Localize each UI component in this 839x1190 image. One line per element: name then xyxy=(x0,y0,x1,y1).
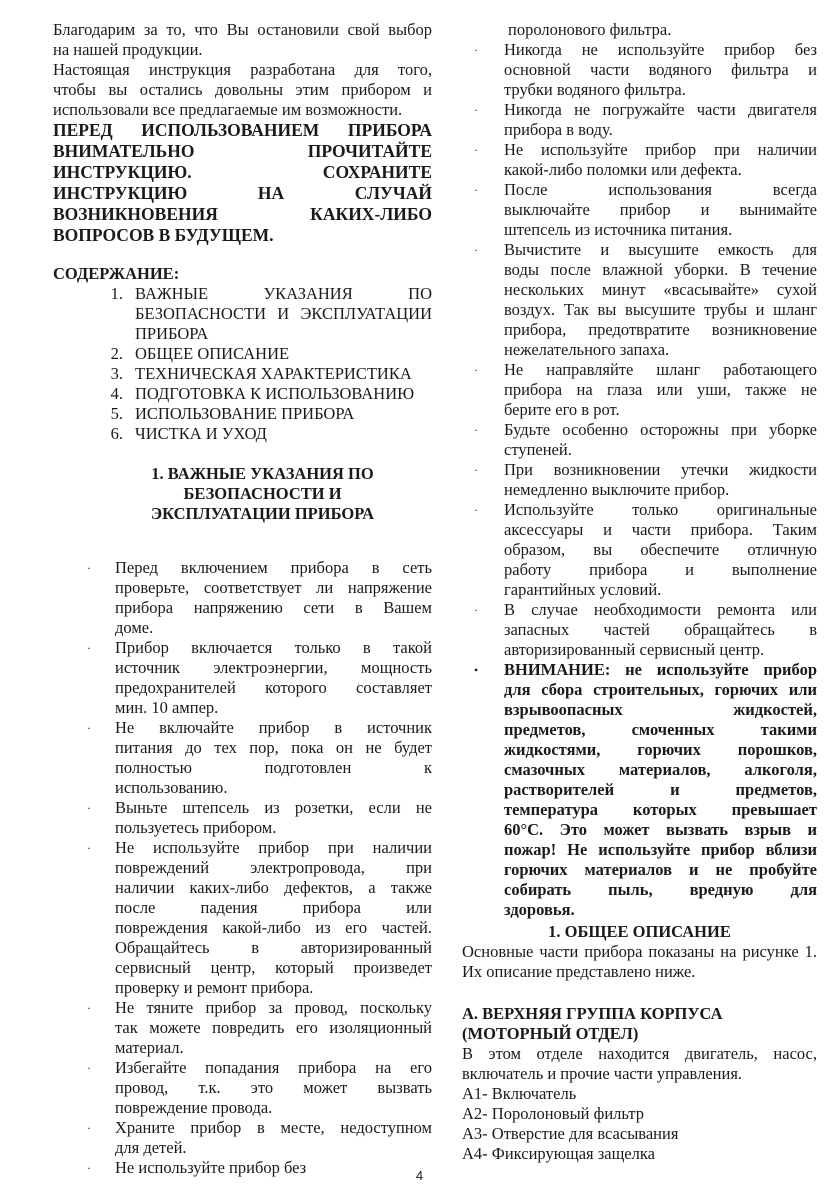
safety-bullet xyxy=(462,500,817,600)
bullet-icon: · xyxy=(474,43,478,57)
bullet-icon: · xyxy=(474,243,478,257)
bullet-line: повреждения какой-либо из его частей. xyxy=(115,918,432,937)
bullet-line: В случае необходимости ремонта или xyxy=(504,600,817,619)
safety-bullet xyxy=(53,1058,432,1118)
part-item: А2- Поролоновый фильтр xyxy=(462,1104,644,1123)
bullet-line: Обращайтесь в авторизированный xyxy=(115,938,432,957)
bullet-line: Храните прибор в месте, недоступном xyxy=(115,1118,432,1137)
toc-item xyxy=(53,404,432,424)
bullet-text xyxy=(504,140,817,180)
attention-line: предметов, смоченных такими xyxy=(504,720,817,739)
toc-line: БЕЗОПАСНОСТИ И ЭКСПЛУАТАЦИИ xyxy=(135,304,432,323)
safety-bullet xyxy=(462,420,817,460)
bullet-line: Перед включением прибора в сеть xyxy=(115,558,432,577)
intro-paragraph-1 xyxy=(53,20,432,60)
bullet-text xyxy=(115,1058,432,1118)
bullet-line: Никогда не используйте прибор без xyxy=(504,40,817,59)
bullet-line: пользуетесь прибором. xyxy=(115,818,277,837)
bullet-line: нескольких минут «всасывайте» сухой xyxy=(504,280,817,299)
toc-text: ИСПОЛЬЗОВАНИЕ ПРИБОРА xyxy=(135,404,355,423)
table-of-contents xyxy=(53,284,432,444)
bullet-line: Не направляйте шланг работающего xyxy=(504,360,817,379)
section-1-title xyxy=(53,464,432,524)
bullet-text xyxy=(115,718,432,798)
bullet-line: провод, т.к. это может вызвать xyxy=(115,1078,432,1097)
bullet-line: запасных частей обращайтесь в xyxy=(504,620,817,639)
toc-number: 2. xyxy=(110,344,123,363)
subsection-title-line: (МОТОРНЫЙ ОТДЕЛ) xyxy=(462,1024,639,1043)
bullet-line: основной части водяного фильтра и xyxy=(504,60,817,79)
safety-bullet xyxy=(53,638,432,718)
bullet-text xyxy=(115,838,432,998)
bullet-text xyxy=(504,360,817,420)
intro-paragraph-2 xyxy=(53,60,432,120)
text-line: чтобы вы остались довольны этим прибором и xyxy=(53,80,432,99)
bullet-icon: · xyxy=(474,503,478,517)
text-line: на нашей продукции. xyxy=(53,40,203,59)
bullet-text xyxy=(504,600,817,660)
bullet-line: повреждение провода. xyxy=(115,1098,273,1117)
bullet-line: какой-либо поломки или дефекта. xyxy=(504,160,742,179)
warning-line: ПЕРЕД ИСПОЛЬЗОВАНИЕМ ПРИБОРА xyxy=(53,120,432,140)
bullet-line: прибора в воду. xyxy=(504,120,613,139)
bullet-line: прибора на глаза или уши, также не xyxy=(504,380,817,399)
bullet-line: нежелательного запаха. xyxy=(504,340,670,359)
toc-item xyxy=(53,284,432,344)
bullet-line: При возникновении утечки жидкости xyxy=(504,460,817,479)
bullet-line: штепсель из источника питания. xyxy=(504,220,733,239)
attention-line: смазочных материалов, алкоголя, xyxy=(504,760,817,779)
bullet-icon: · xyxy=(87,641,91,655)
bullet-line: образом, вы обеспечите отличную xyxy=(504,540,817,559)
safety-bullet xyxy=(53,838,432,998)
bullet-line: трубки водяного фильтра. xyxy=(504,80,686,99)
safety-bullet xyxy=(462,460,817,500)
bullet-line: Прибор включается только в такой xyxy=(115,638,432,657)
bullet-icon: · xyxy=(474,363,478,377)
bullet-line: выключайте прибор и вынимайте xyxy=(504,200,817,219)
safety-bullet xyxy=(53,798,432,838)
toc-text: ЧИСТКА И УХОД xyxy=(135,424,267,443)
toc-number: 5. xyxy=(110,404,123,423)
bullet-line: наличии каких-либо дефектов, а также xyxy=(115,878,432,897)
bullet-line: использованию. xyxy=(115,778,228,797)
toc-number: 6. xyxy=(110,424,123,443)
bullet-line: берите его в рот. xyxy=(504,400,620,419)
safety-bullet xyxy=(462,180,817,240)
toc-line: ПРИБОРА xyxy=(135,324,209,343)
safety-bullet xyxy=(462,240,817,360)
bullet-text xyxy=(115,558,432,638)
warning-line: ВОПРОСОВ В БУДУЩЕМ. xyxy=(53,225,274,245)
toc-item xyxy=(53,384,432,404)
toc-line: ВАЖНЫЕ УКАЗАНИЯ ПО xyxy=(135,284,432,303)
safety-bullet xyxy=(462,360,817,420)
bullet-icon: · xyxy=(87,1001,91,1015)
parts-list xyxy=(462,1084,817,1164)
safety-bullet xyxy=(53,718,432,798)
section-title-line: 1. ВАЖНЫЕ УКАЗАНИЯ ПО xyxy=(151,464,374,483)
bullet-line: повреждений электропровода, при xyxy=(115,858,432,877)
bullet-text xyxy=(115,1118,432,1158)
toc-item xyxy=(53,344,432,364)
bullet-icon: · xyxy=(87,801,91,815)
left-column xyxy=(53,20,432,1178)
warning-line: ИНСТРУКЦИЮ НА СЛУЧАЙ xyxy=(53,183,432,203)
bullet-text xyxy=(115,998,432,1058)
continuation-line: поролонового фильтра. xyxy=(508,20,672,39)
bullet-text xyxy=(504,420,817,460)
attention-line: 60°С. Это может вызвать взрыв и xyxy=(504,820,817,839)
safety-bullet xyxy=(53,998,432,1058)
bullet-line: доме. xyxy=(115,618,154,637)
toc-item xyxy=(53,364,432,384)
bullet-line: авторизированный сервисный центр. xyxy=(504,640,765,659)
bullet-text xyxy=(504,40,817,100)
bullet-text xyxy=(504,460,817,500)
text-line: Благодарим за то, что Вы остановили свой выбор xyxy=(53,20,432,39)
bullet-line: Никогда не погружайте части двигателя xyxy=(504,100,817,119)
warning-block xyxy=(53,120,432,246)
safety-bullet xyxy=(462,140,817,180)
text-line: использовали все предлагаемые им возможности. xyxy=(53,100,403,119)
bullet-line: Не используйте прибор при наличии xyxy=(504,140,817,159)
section-2-title: 1. ОБЩЕЕ ОПИСАНИЕ xyxy=(548,922,731,941)
bullet-text xyxy=(115,798,432,838)
bullet-line: воздух. Так вы высушите трубы и шланг xyxy=(504,300,817,319)
toc-number: 4. xyxy=(110,384,123,403)
attention-line: собирать пыль, вредную для xyxy=(504,880,817,899)
toc-number: 1. xyxy=(110,284,123,303)
bullet-line: прибора, предотвратите возникновение xyxy=(504,320,817,339)
safety-bullets-right xyxy=(462,40,817,660)
subsection-title-line: А. ВЕРХНЯЯ ГРУППА КОРПУСА xyxy=(462,1004,723,1023)
bullet-icon: · xyxy=(474,423,478,437)
attention-line: пожар! Не используйте прибор вблизи xyxy=(504,840,817,859)
bullet-line: Не используйте прибор без xyxy=(115,1158,307,1177)
bullet-line: материал. xyxy=(115,1038,184,1057)
part-item: А1- Включатель xyxy=(462,1084,577,1103)
safety-bullet xyxy=(462,600,817,660)
part-item: А3- Отверстие для всасывания xyxy=(462,1124,679,1143)
bullet-line: Используйте только оригинальные xyxy=(504,500,817,519)
attention-bullet xyxy=(462,660,817,920)
bullet-line: сервисный центр, который произведет xyxy=(115,958,432,977)
bullet-line: Выньте штепсель из розетки, если не xyxy=(115,798,432,817)
bullet-line: после падения прибора или xyxy=(115,898,432,917)
bullet-icon: · xyxy=(87,1061,91,1075)
warning-line: ВОЗНИКНОВЕНИЯ КАКИХ-ЛИБО xyxy=(53,204,432,224)
warning-line: ВНИМАТЕЛЬНО ПРОЧИТАЙТЕ xyxy=(53,141,432,161)
page-number: 4 xyxy=(415,1168,424,1183)
text-line: Настоящая инструкция разработана для того, xyxy=(53,60,432,79)
bullet-line: Не включайте прибор в источник xyxy=(115,718,432,737)
bullet-text xyxy=(504,180,817,240)
bullet-icon: • xyxy=(474,663,479,677)
bullet-line: Избегайте попадания прибора на его xyxy=(115,1058,432,1077)
safety-bullets-left xyxy=(53,558,432,1178)
toc-text xyxy=(135,284,432,344)
bullet-icon: · xyxy=(87,561,91,575)
safety-bullet xyxy=(53,1118,432,1158)
toc-text: ТЕХНИЧЕСКАЯ ХАРАКТЕРИСТИКА xyxy=(135,364,412,383)
subsection-desc-line: включатель и прочие части управления. xyxy=(462,1064,743,1083)
bullet-line: работу прибора и выполнение xyxy=(504,560,817,579)
safety-bullet xyxy=(462,100,817,140)
bullet-text xyxy=(504,100,817,140)
bullet-line: После использования всегда xyxy=(504,180,817,199)
bullet-line: для детей. xyxy=(115,1138,187,1157)
bullet-line: источник электроэнергии, мощность xyxy=(115,658,432,677)
attention-line: горючих материалов и не пробуйте xyxy=(504,860,817,879)
subsection-desc-line: В этом отделе находится двигатель, насос, xyxy=(462,1044,817,1063)
right-column xyxy=(462,20,817,1164)
section-2-intro-line: Основные части прибора показаны на рисунке 1. xyxy=(462,942,817,961)
bullet-text xyxy=(115,638,432,718)
bullet-icon: · xyxy=(474,603,478,617)
bullet-line: проверку и ремонт прибора. xyxy=(115,978,314,997)
bullet-line: Не тяните прибор за провод, поскольку xyxy=(115,998,432,1017)
warning-line: ИНСТРУКЦИЮ. СОХРАНИТЕ xyxy=(53,162,432,182)
attention-line: жидкостями, горючих порошков, xyxy=(504,740,817,759)
section-title-line: БЕЗОПАСНОСТИ И xyxy=(183,484,342,503)
bullet-line: Будьте особенно осторожны при уборке xyxy=(504,420,817,439)
bullet-line: полностью подготовлен к xyxy=(115,758,432,777)
toc-text: ПОДГОТОВКА К ИСПОЛЬЗОВАНИЮ xyxy=(135,384,415,403)
bullet-text xyxy=(504,500,817,600)
bullet-icon: · xyxy=(474,463,478,477)
attention-line: температура которых превышает xyxy=(504,800,817,819)
bullet-line: аксессуары и части прибора. Таким xyxy=(504,520,817,539)
bullet-line: прибора напряжению сети в Вашем xyxy=(115,598,432,617)
bullet-icon: · xyxy=(474,143,478,157)
bullet-text xyxy=(504,240,817,360)
part-item: А4- Фиксирующая защелка xyxy=(462,1144,655,1163)
bullet-line: проверьте, соответствует ли напряжение xyxy=(115,578,432,597)
bullet-icon: · xyxy=(87,721,91,735)
bullet-icon: · xyxy=(474,103,478,117)
toc-title: СОДЕРЖАНИЕ: xyxy=(53,264,180,283)
toc-text: ОБЩЕЕ ОПИСАНИЕ xyxy=(135,344,290,363)
attention-text xyxy=(504,660,817,920)
bullet-line: так можете повредить его изоляционный xyxy=(115,1018,432,1037)
toc-item xyxy=(53,424,432,444)
section-2-intro-line: Их описание представлено ниже. xyxy=(462,962,696,981)
bullet-line: Не используйте прибор при наличии xyxy=(115,838,432,857)
bullet-line: немедленно выключите прибор. xyxy=(504,480,730,499)
safety-bullet xyxy=(462,40,817,100)
bullet-line: воды после влажной уборки. В течение xyxy=(504,260,817,279)
bullet-line: предохранителей которого составляет xyxy=(115,678,432,697)
subsection-a-title xyxy=(462,1004,817,1044)
section-title-line: ЭКСПЛУАТАЦИИ ПРИБОРА xyxy=(150,504,375,523)
bullet-icon: · xyxy=(474,183,478,197)
bullet-icon: · xyxy=(87,1121,91,1135)
bullet-line: питания до тех пор, пока он не будет xyxy=(115,738,432,757)
bullet-line: мин. 10 ампер. xyxy=(115,698,219,717)
attention-line: для сбора строительных, горючих или xyxy=(504,680,817,699)
attention-line: ВНИМАНИЕ: не используйте прибор xyxy=(504,660,817,679)
attention-line: растворителей и предметов, xyxy=(504,780,817,799)
bullet-icon: · xyxy=(87,1161,91,1175)
bullet-line: ступеней. xyxy=(504,440,572,459)
bullet-line: Вычистите и высушите емкость для xyxy=(504,240,817,259)
safety-bullet xyxy=(53,558,432,638)
attention-line: здоровья. xyxy=(504,900,575,919)
toc-number: 3. xyxy=(110,364,123,383)
bullet-line: гарантийных условий. xyxy=(504,580,662,599)
attention-line: взрывоопасных жидкостей, xyxy=(504,700,817,719)
bullet-icon: · xyxy=(87,841,91,855)
